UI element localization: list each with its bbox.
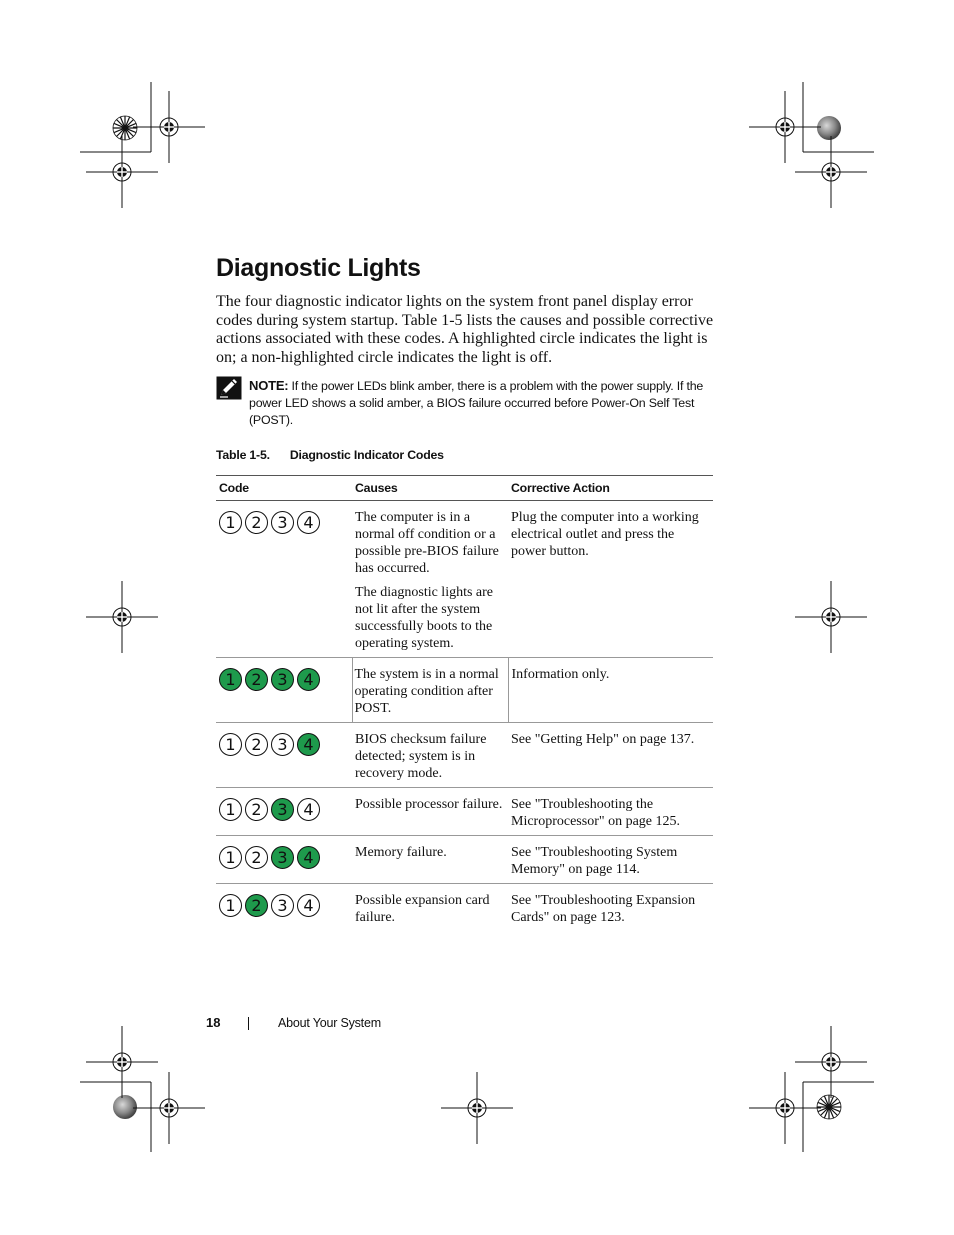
cause-text: The diagnostic lights are not lit after the system successfully boots to the operating system. bbox=[355, 585, 494, 651]
causes-cell bbox=[352, 884, 508, 932]
corrective-action-cell: See "Troubleshooting the Microprocessor" on page 125. bbox=[508, 788, 713, 836]
light-off-icon: 4 bbox=[297, 894, 320, 917]
table-caption bbox=[216, 448, 444, 462]
diagnostic-lights bbox=[219, 509, 349, 534]
light-off-icon: 1 bbox=[219, 733, 242, 756]
light-off-icon: 2 bbox=[245, 511, 268, 534]
table-caption-number: Table 1-5. bbox=[216, 448, 270, 462]
light-on-icon: 4 bbox=[297, 846, 320, 869]
table-row bbox=[216, 884, 713, 932]
table-header-row bbox=[216, 476, 713, 501]
light-off-icon: 2 bbox=[245, 733, 268, 756]
light-off-icon: 3 bbox=[271, 733, 294, 756]
corrective-action-cell: See "Troubleshooting System Memory" on page 114. bbox=[508, 836, 713, 884]
light-on-icon: 3 bbox=[271, 668, 294, 691]
table-row bbox=[216, 658, 713, 723]
diagnostic-lights bbox=[219, 796, 349, 821]
causes-cell bbox=[352, 788, 508, 836]
diagnostic-lights bbox=[219, 666, 349, 691]
note-body: If the power LEDs blink amber, there is a problem with the power supply. If the power LED shows a solid amber, a BIOS failure occurred before Power-On Self Test (POST). bbox=[249, 379, 704, 427]
pencil-note-icon bbox=[216, 376, 242, 400]
table-caption-title: Diagnostic Indicator Codes bbox=[289, 448, 444, 462]
cause-text: Memory failure. bbox=[355, 845, 447, 860]
cause-text: BIOS checksum failure detected; system is in recovery mode. bbox=[355, 732, 487, 781]
causes-cell bbox=[352, 501, 508, 658]
cause-text: The computer is in a normal off condition or a possible pre-BIOS failure has occurred. bbox=[355, 510, 499, 576]
code-cell bbox=[216, 658, 352, 723]
light-off-icon: 2 bbox=[245, 798, 268, 821]
light-on-icon: 3 bbox=[271, 798, 294, 821]
footer-divider bbox=[248, 1017, 249, 1030]
cause-text: The system is in a normal operating condition after POST. bbox=[354, 667, 499, 716]
light-on-icon: 3 bbox=[271, 846, 294, 869]
code-cell bbox=[216, 788, 352, 836]
light-off-icon: 1 bbox=[219, 511, 242, 534]
intro-paragraph: The four diagnostic indicator lights on the system front panel display error codes during system startup. Table 1-5 lists the causes and possible corrective actions associated with these codes. A highlighted circle indicates the light is on; a non-highlighted circle indicates the light is off. bbox=[216, 293, 714, 367]
table-row bbox=[216, 836, 713, 884]
causes-cell bbox=[352, 836, 508, 884]
light-off-icon: 1 bbox=[219, 798, 242, 821]
causes-cell bbox=[352, 723, 508, 788]
cause-text: Possible expansion card failure. bbox=[355, 893, 490, 925]
page-title: Diagnostic Lights bbox=[216, 254, 421, 282]
cause-text: Possible processor failure. bbox=[355, 797, 503, 812]
table-row bbox=[216, 723, 713, 788]
light-off-icon: 1 bbox=[219, 846, 242, 869]
note-label: NOTE: bbox=[249, 378, 289, 393]
light-on-icon: 2 bbox=[245, 668, 268, 691]
light-on-icon: 4 bbox=[297, 668, 320, 691]
corrective-action-cell: Plug the computer into a working electrical outlet and press the power button. bbox=[508, 501, 713, 658]
light-off-icon: 3 bbox=[271, 894, 294, 917]
diagnostic-lights bbox=[219, 844, 349, 869]
light-on-icon: 2 bbox=[245, 894, 268, 917]
light-off-icon: 3 bbox=[271, 511, 294, 534]
corrective-action-cell: See "Getting Help" on page 137. bbox=[508, 723, 713, 788]
light-off-icon: 2 bbox=[245, 846, 268, 869]
corrective-action-cell: Information only. bbox=[508, 658, 713, 723]
code-cell bbox=[216, 836, 352, 884]
table-row bbox=[216, 788, 713, 836]
light-on-icon: 1 bbox=[219, 668, 242, 691]
footer-section-title: About Your System bbox=[278, 1016, 381, 1030]
code-cell bbox=[216, 723, 352, 788]
diagnostic-lights bbox=[219, 892, 349, 917]
page-number: 18 bbox=[206, 1015, 221, 1030]
header-causes: Causes bbox=[352, 476, 508, 501]
note-text bbox=[249, 377, 714, 429]
header-corrective-action: Corrective Action bbox=[508, 476, 713, 501]
diagnostic-codes-table bbox=[216, 475, 713, 931]
light-off-icon: 4 bbox=[297, 511, 320, 534]
causes-cell bbox=[352, 658, 508, 723]
code-cell bbox=[216, 501, 352, 658]
light-off-icon: 4 bbox=[297, 798, 320, 821]
corrective-action-cell: See "Troubleshooting Expansion Cards" on page 123. bbox=[511, 893, 696, 925]
header-code: Code bbox=[216, 476, 352, 501]
light-off-icon: 1 bbox=[219, 894, 242, 917]
diagnostic-lights bbox=[219, 731, 349, 756]
code-cell bbox=[216, 884, 352, 932]
table-body bbox=[216, 501, 713, 932]
table-row bbox=[216, 501, 713, 658]
light-on-icon: 4 bbox=[297, 733, 320, 756]
